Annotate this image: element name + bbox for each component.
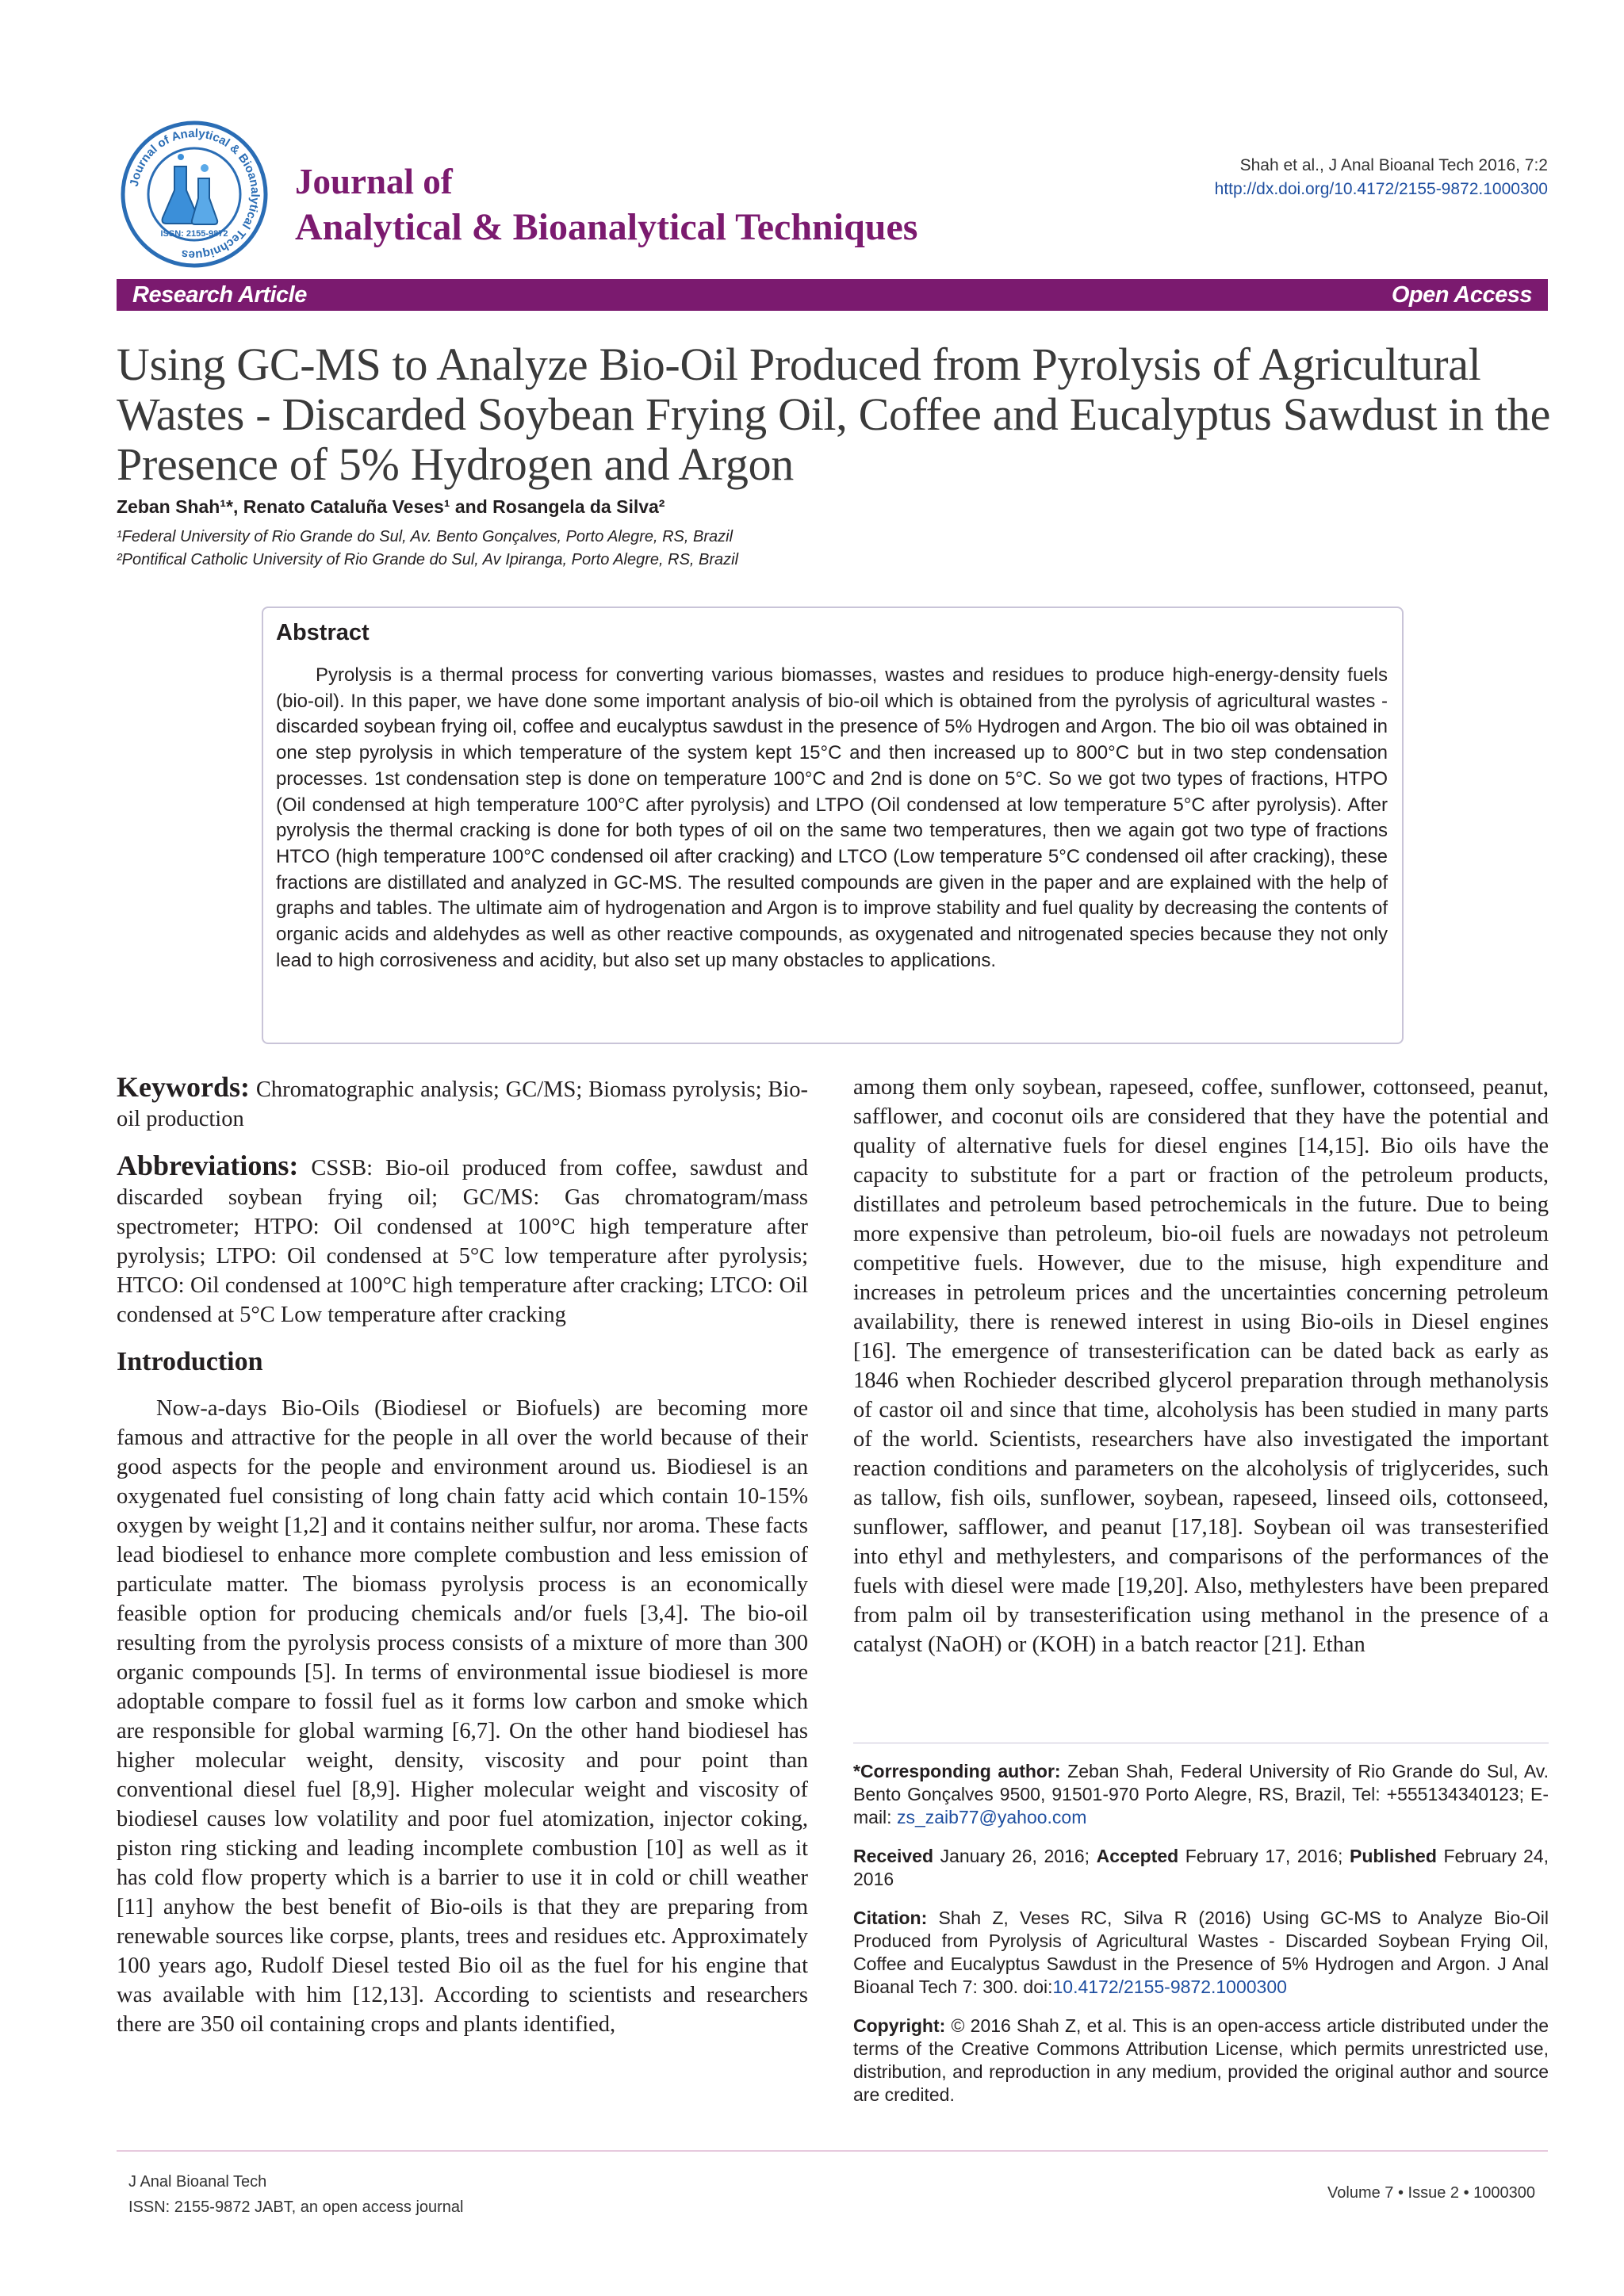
left-column bbox=[117, 1073, 808, 2039]
citation bbox=[853, 1907, 1549, 1999]
footer-journal: J Anal Bioanal Tech bbox=[128, 2173, 267, 2191]
article-type-banner bbox=[117, 279, 1548, 311]
authors: Zeban Shah¹*, Renato Cataluña Veses¹ and Rosangela da Silva² bbox=[117, 496, 665, 517]
corresponding-email-link[interactable]: zs_zaib77@yahoo.com bbox=[896, 1807, 1087, 1827]
keywords-text: Chromatographic analysis; GC/MS; Biomass pyrolysis; Bio-oil production bbox=[117, 1077, 808, 1131]
logo-ring-text: Journal of Analytical & Bioanalytical Techniques bbox=[127, 126, 262, 262]
copyright-text: © 2016 Shah Z, et al. This is an open-access article distributed under the terms of the Creative Commons Attribution License, which permits unrestricted use, distribution, and reproduction in any medium, provided the original author and source are credited. bbox=[853, 2015, 1549, 2105]
copyright-label: Copyright: bbox=[853, 2015, 946, 2036]
footer-divider bbox=[117, 2150, 1548, 2152]
journal-title-line2: Analytical & Bioanalytical Techniques bbox=[295, 206, 918, 248]
abbreviations-text: CSSB: Bio-oil produced from coffee, sawdust and discarded soybean frying oil; GC/MS: Gas chromatogram/mass spectrometer; HTPO: Oil condensed at 100°C high temperature after pyrolysis; LTPO: Oil condensed at 5°C low temperature after pyrolysis; HTCO: Oil condensed at 100°C high temperature after cracking; LTCO: Oil condensed at 5°C Low temperature after cracking bbox=[117, 1156, 809, 1327]
citation-label: Citation: bbox=[853, 1908, 928, 1928]
journal-title-line1: Journal of bbox=[295, 162, 453, 201]
open-access-label: Open Access bbox=[1391, 282, 1532, 308]
introduction-paragraph-right: among them only soybean, rapeseed, coffee, sunflower, cottonseed, peanut, safflower, and coconut oils are considered that they have the potential and quality of alternative fuels for diesel engines [14,15]. Bio oils have the capacity to substitute for a part or fraction of the petroleum products, distillates and petroleum based petrochemicals in the future. Due to being more expensive than petroleum, bio-oil fuels are nowadays not petroleum competitive fuels. However, due to the misuse, high expenditure and increases in petroleum prices and the uncertainties concerning petroleum availability, there is renewed interest in using Bio-oils in Diesel engines [16]. The emergence of transesterification can be dated back as early as 1846 when Rochieder described glycerol preparation through methanolysis of castor oil and since that time, alcoholysis has been studied in many parts of the world. Scientists, researchers have also investigated the important reaction conditions and parameters on the alcoholysis of triglycerides, such as tallow, fish oils, sunflower, soybean, rapeseed, linseed oils, cottonseed, sunflower, safflower, and peanut [17,18]. Soybean oil was transesterified into ethyl and methylesters, and comparisons of the performances of the fuels with diesel were made [19,20]. Also, methylesters have been prepared from palm oil by transesterification using methanol in the presence of a catalyst (NaOH) or (KOH) in a batch reactor [21]. Ethan bbox=[853, 1075, 1549, 1657]
abbreviations-label: Abbreviations: bbox=[117, 1150, 299, 1181]
journal-logo bbox=[119, 119, 270, 270]
dates bbox=[853, 1845, 1549, 1891]
article-title: Using GC-MS to Analyze Bio-Oil Produced from Pyrolysis of Agricultural Wastes - Discarded Soybean Frying Oil, Coffee and Eucalyptus Sawdust in the Presence of 5% Hydrogen and Argon bbox=[117, 339, 1551, 490]
article-type-label: Research Article bbox=[132, 282, 307, 308]
footer-volume: Volume 7 • Issue 2 • 1000300 bbox=[1327, 2184, 1535, 2202]
introduction-heading: Introduction bbox=[117, 1347, 263, 1376]
accepted-date: February 17, 2016; bbox=[1185, 1846, 1343, 1866]
corresponding-author bbox=[853, 1760, 1549, 1829]
abstract-text: Pyrolysis is a thermal process for converting various biomasses, wastes and residues to produce high-energy-density fuels (bio-oil). In this paper, we have done some important analysis of bio-oil which is obtained from the pyrolysis of agricultural wastes - discarded soybean frying oil, coffee and eucalyptus sawdust in the presence of 5% Hydrogen and Argon. The bio oil was obtained in one step pyrolysis in which temperature of the system kept 15°C and then increased up to 800°C but in two step condensation processes. 1st condensation step is done on temperature 100°C and 2nd is done on 5°C. So we got two types of fractions, HTPO (Oil condensed at high temperature 100°C after pyrolysis) and LTPO (Oil condensed at low temperature 5°C after pyrolysis). After pyrolysis the thermal cracking is done for both types of oil on the same two temperatures, then we again got two type of fractions HTCO (high temperature 100°C condensed oil after cracking) and LTCO (Low temperature 5°C condensed oil after cracking), these fractions are distillated and analyzed in GC-MS. The resulted compounds are given in the paper and are explained with the help of graphs and tables. The ultimate aim of hydrogenation and Argon is to improve stability and fuel quality by decreasing the contents of organic acids and aldehydes as well as other reactive compounds, as oxygenated and nitrogenated species because they not only lead to high corrosiveness and acidity, but also set up many obstacles to applications. bbox=[276, 664, 1388, 971]
corresponding-author-label: *Corresponding author: bbox=[853, 1761, 1061, 1781]
abstract-heading: Abstract bbox=[276, 620, 370, 645]
footer-issn: ISSN: 2155-9872 JABT, an open access journal bbox=[128, 2198, 464, 2216]
copyright bbox=[853, 2015, 1549, 2107]
introduction-paragraph-left: Now-a-days Bio-Oils (Biodiesel or Biofuels) are becoming more famous and attractive for the people in all over the world because of their good aspects for the people and environment around us. Biodiesel is an oxygenated fuel consisting of long chain fatty acid which contain 10-15% oxygen by weight [1,2] and it contains neither sulfur, nor aroma. These facts lead biodiesel to enhance more complete combustion and less emission of particulate matter. The biomass pyrolysis process is an economically feasible option for producing chemicals and/or fuels [3,4]. The bio-oil resulting from the pyrolysis process consists of a mixture of more than 300 organic compounds [5]. In terms of environmental issue biodiesel is more adoptable compare to fossil fuel as it forms low carbon and smoke which are responsible for global warming [6,7]. On the other hand biodiesel has higher molecular weight, density, viscosity and pour point than conventional diesel fuel [8,9]. Higher molecular weight and viscosity of biodiesel causes low volatility and poor fuel atomization, injector coking, piston ring sticking and leading incomplete combustion [10] as well as it has cold flow property which is a barrier to use it in cold or chill weather [11] anyhow the best benefit of Bio-oils is that they are preparing from renewable sources like corpse, plants, trees and residues etc. Approximately 100 years ago, Rudolf Diesel tested Bio oil as the fuel for his engine that was available with him [12,13]. According to scientists and researchers there are 350 oil containing crops and plants identified, bbox=[117, 1396, 808, 2037]
logo-issn: ISSN: 2155-9872 bbox=[160, 229, 228, 239]
accepted-label: Accepted bbox=[1096, 1846, 1179, 1866]
affiliation-1: ¹Federal University of Rio Grande do Sul, Av. Bento Gonçalves, Porto Alegre, RS, Brazil bbox=[117, 528, 733, 545]
footnotes bbox=[853, 1760, 1549, 2122]
right-column bbox=[853, 1073, 1549, 1659]
citation-doi-link[interactable]: 10.4172/2155-9872.1000300 bbox=[1052, 1976, 1287, 1997]
keywords bbox=[117, 1073, 808, 1134]
received-date: January 26, 2016; bbox=[940, 1846, 1090, 1866]
journal-title bbox=[295, 159, 917, 251]
keywords-label: Keywords: bbox=[117, 1071, 250, 1103]
footer-journal-info bbox=[128, 2169, 463, 2220]
citation-line: Shah et al., J Anal Bioanal Tech 2016, 7:2 bbox=[1239, 156, 1548, 174]
top-citation bbox=[1215, 154, 1548, 201]
citation-text: Shah Z, Veses RC, Silva R (2016) Using GC-MS to Analyze Bio-Oil Produced from Pyrolysis of Agricultural Wastes - Discarded Soybean Frying Oil, Coffee and Eucalyptus Sawdust in the Presence of 5% Hydrogen and Argon. J Anal Bioanal Tech 7: 300. doi: bbox=[853, 1908, 1549, 1997]
published-label: Published bbox=[1349, 1846, 1437, 1866]
doi-link[interactable]: http://dx.doi.org/10.4172/2155-9872.1000300 bbox=[1214, 180, 1548, 198]
corresponding-author-text: Zeban Shah, Federal University of Rio Grande do Sul, Av. Bento Gonçalves 9500, 91501-970 Porto Alegre, RS, Brazil, Tel: +555134340123; E-mail: bbox=[853, 1761, 1549, 1827]
affiliation-2: ²Pontifical Catholic University of Rio Grande do Sul, Av Ipiranga, Porto Alegre, RS, Brazil bbox=[117, 551, 739, 568]
published-date: February 24, 2016 bbox=[853, 1846, 1549, 1889]
abbreviations bbox=[117, 1151, 808, 1330]
received-label: Received bbox=[853, 1846, 934, 1866]
